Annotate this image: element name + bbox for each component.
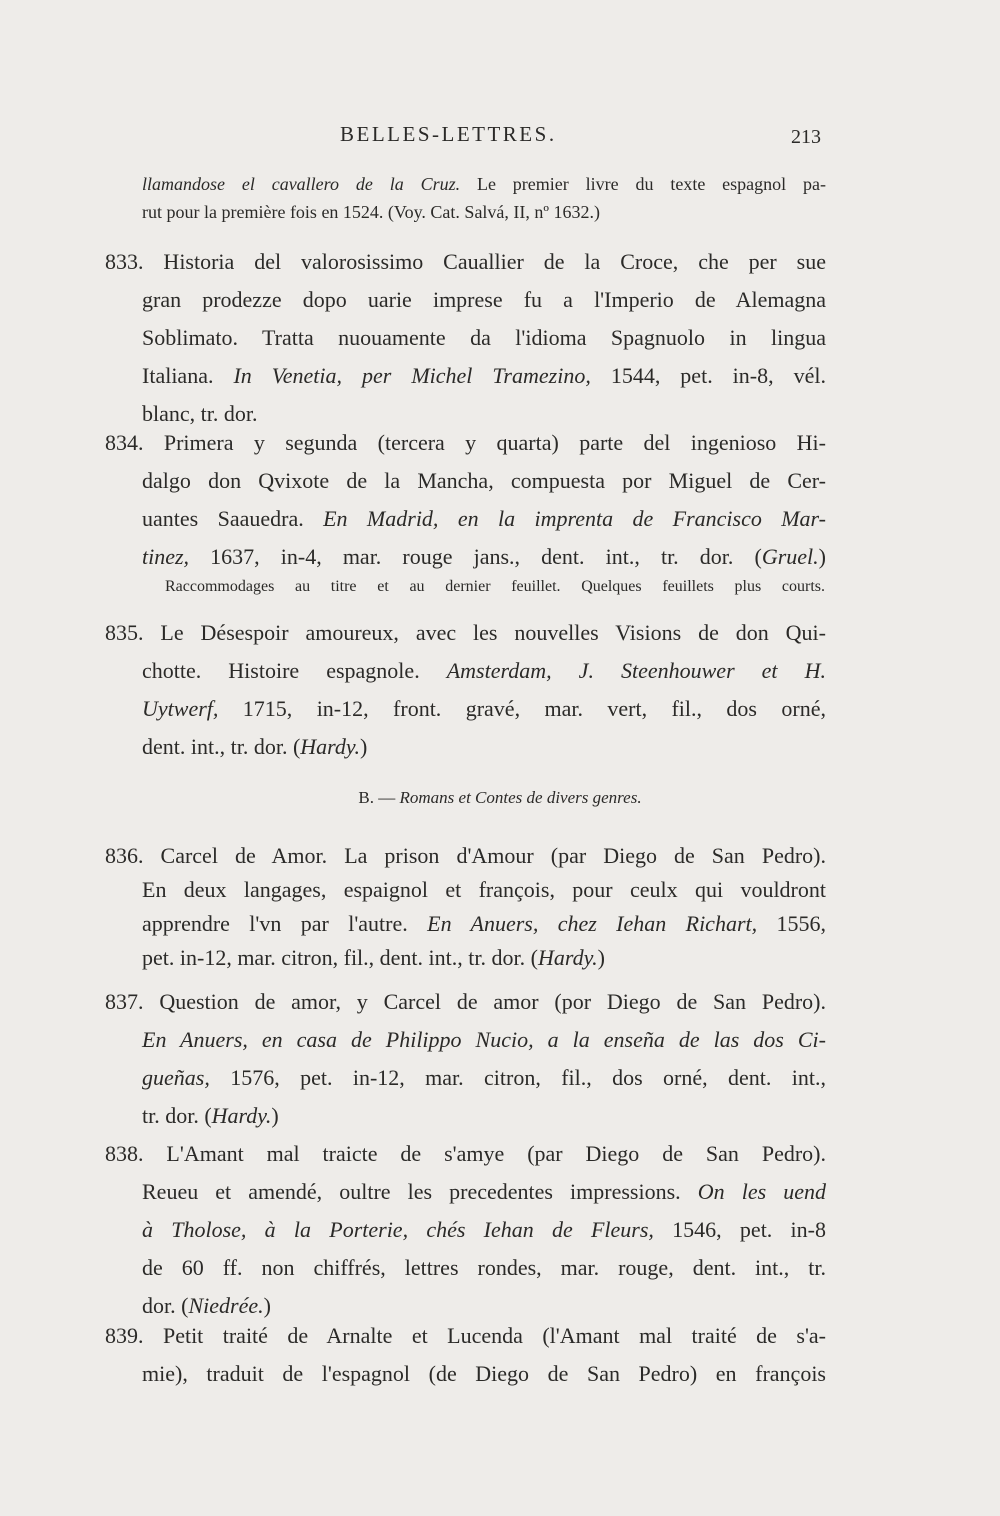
entry-number: 834. [105, 430, 144, 455]
entry-number: 839. [105, 1323, 144, 1348]
section-heading: B. — Romans et Contes de divers genres. [358, 788, 642, 807]
page-number: 213 [791, 126, 821, 148]
running-head [0, 122, 1000, 152]
entry-number: 838. [105, 1141, 144, 1166]
book-page: BELLES-LETTRES. 213 llamandose el cavallero de la Cruz. Le premier livre du texte espagnol pa- rut pour la première fois en 1524. (Voy. Cat. Salvá, II, nº 1632.) 833. Historia del valorosissimo Cauallier de la Croce, che per sue gran prodezze dopo uarie imprese fu a l'Imperio de Alemagna Soblimato. Tratta nuouamente da l'idioma Spagnuolo in lingua Italiana. In Venetia, per Michel Tramezino, 1544, pet. in-8, vél. blanc, tr. dor. 834. Primera y segunda (tercera y quarta) parte del ingenioso Hi- dalgo don Qvixote de la Mancha, compuesta por Miguel de Cer- uantes Saauedra. En Madrid, en la imprenta de Francisco Mar- tinez, 1637, in-4, mar. rouge jans., dent. int., tr. dor. (Gruel.) Raccommodages au titre et au dernier feuillet. Quelques feuillets plus courts. 835. Le Désespoir amoureux, avec les nouvelles Visions de don Qui- chotte. Histoire espagnole. Amsterdam, J. Steenhouwer et H. Uytwerf, 1715, in-12, front. gravé, mar. vert, fil., dos orné, dent. int., tr. dor. (Hardy.) B. — Romans et Contes de divers genres. 836. Carcel de Amor. La prison d'Amour (par Diego de San Pedro). En deux langages, espaignol et françois, pour ceulx qui vouldront apprendre l'vn par l'autre. En Anuers, chez Iehan Richart, 1556, pet. in-12, mar. citron, fil., dent. int., tr. dor. (Hardy.) 837. Question de amor, y Carcel de amor (por Diego de San Pedro). En Anuers, en casa de Philippo Nucio, a la enseña de las dos Ci- gueñas, 1576, pet. in-12, mar. citron, fil., dos orné, dent. int., tr. dor. (Hardy.) 838. L'Amant mal traicte de s'amye (par Diego de San Pedro). Reueu et amendé, oultre les precedentes impressions. On les uend à Tholose, à la Porterie, chés Iehan de Fleurs, 1546, pet. in-8 de 60 ff. non chiffrés, lettres rondes, mar. rouge, dent. int., tr. dor. (Niedrée.) 839. Petit traité de Arnalte et Lucenda (l'Amant mal traité de s'a- mie), traduit de l'espagnol (de Diego de San Pedro) en françois [0, 0, 1000, 1516]
entry-834-note: Raccommodages au titre et au dernier feuillet. Quelques feuillets plus courts. [165, 578, 825, 595]
continuation-line: rut pour la première fois en 1524. (Voy. Cat. Salvá, II, nº 1632.) [142, 202, 600, 222]
continuation-line: llamandose el cavallero de la Cruz. Le premier livre du texte espagnol pa- [142, 174, 826, 194]
entry-number: 833. [105, 249, 144, 274]
entry-number: 836. [105, 843, 144, 868]
running-title: BELLES-LETTRES. [340, 122, 557, 146]
entry-number: 835. [105, 620, 144, 645]
entry-number: 837. [105, 989, 144, 1014]
